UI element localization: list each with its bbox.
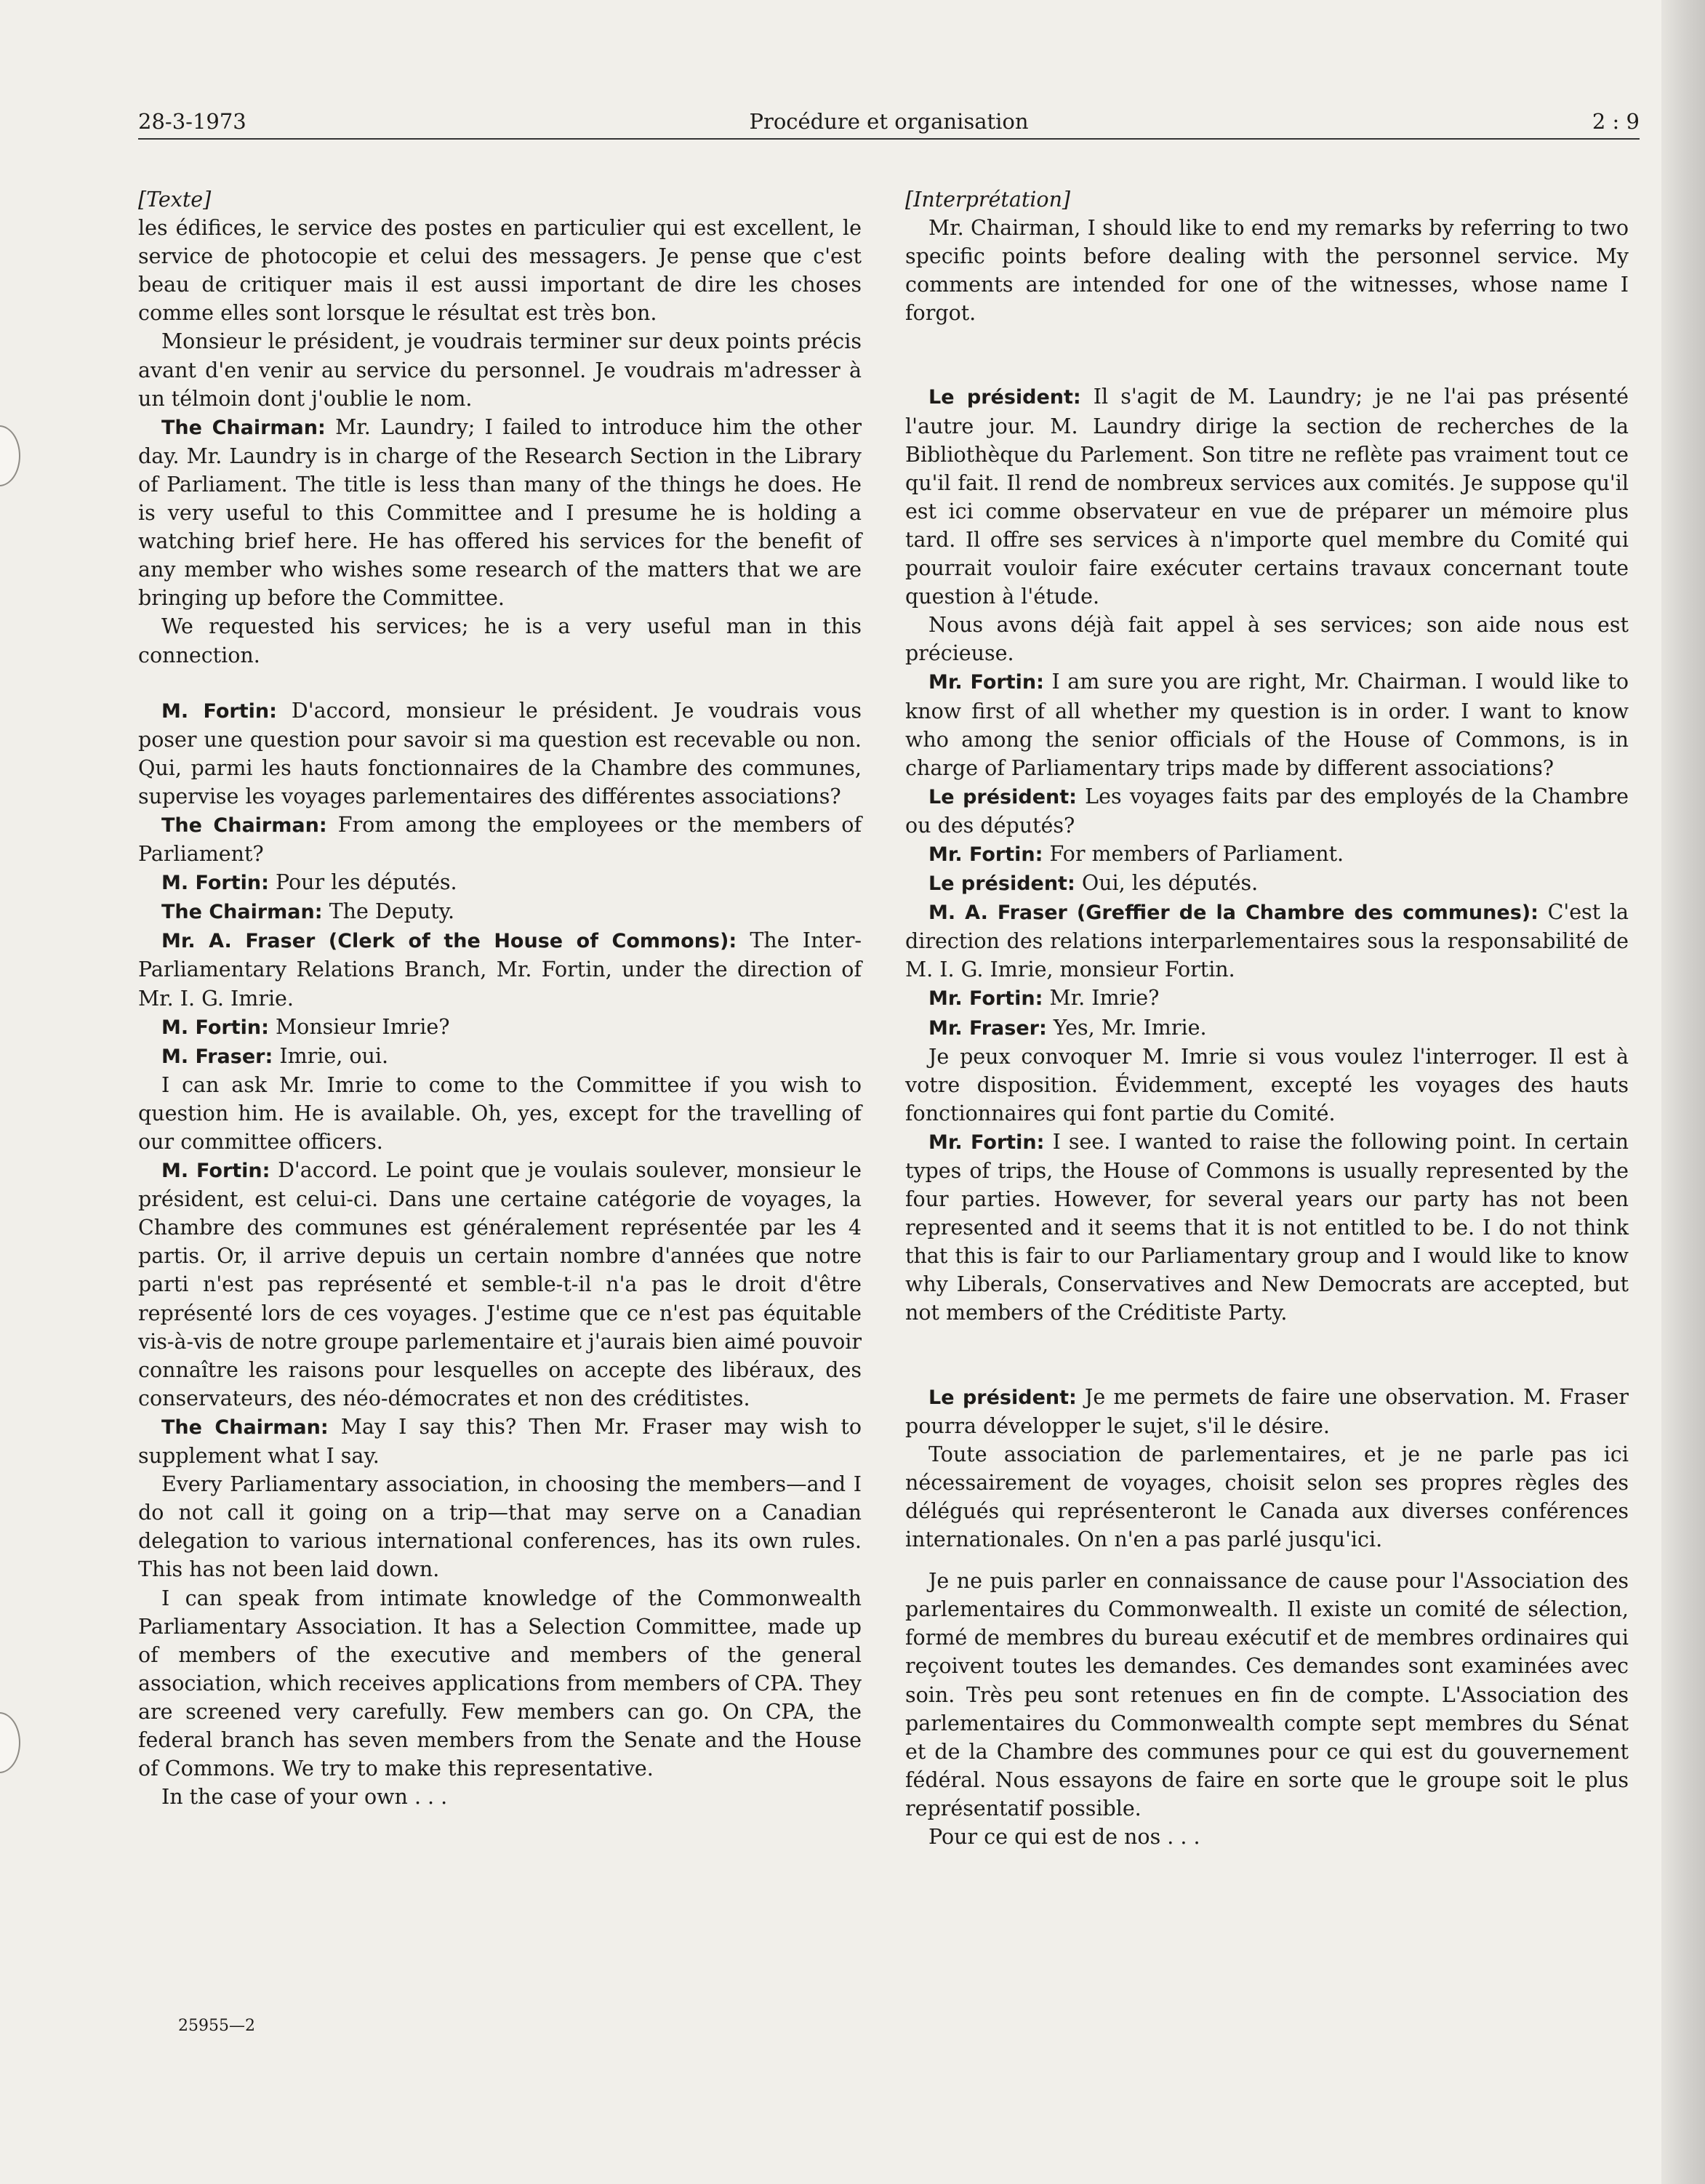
speaker-name: The Chairman:: [161, 416, 326, 439]
speaker-name: Mr. Fortin:: [928, 1131, 1045, 1154]
speech-text: Imrie, oui.: [273, 1043, 389, 1068]
speaker-name: Le président:: [928, 1386, 1077, 1409]
paragraph: In the case of your own . . .: [161, 1785, 448, 1810]
speech-text: Yes, Mr. Imrie.: [1046, 1015, 1207, 1040]
header-title: Procédure et organisation: [749, 109, 1029, 134]
page-edge: [1661, 0, 1705, 2184]
speaker-name: The Chairman:: [161, 1416, 329, 1439]
paragraph: les édifices, le service des postes en particulier qui est excellent, le service de photocopie et celui des messagers. Je pense que c'est beau de critiquer mais il est aussi important de dire les choses comme elles sont lorsque le résultat est très bon.: [138, 216, 862, 326]
speech-text: Oui, les députés.: [1075, 871, 1259, 896]
speaker-name: M. Fortin:: [161, 1016, 269, 1039]
speech-text: Pour les députés.: [268, 870, 457, 895]
paragraph: [905, 667, 1629, 782]
paragraph: [905, 782, 1629, 840]
paragraph: [138, 897, 862, 926]
speech-text: Les voyages faits par des employés de la Chambre ou des députés?: [905, 784, 1629, 838]
speech-text: For members of Parliament.: [1043, 841, 1344, 866]
paragraph: Nous avons déjà fait appel à ses services; son aide nous est précieuse.: [905, 613, 1629, 666]
speaker-name: The Chairman:: [161, 814, 327, 837]
speaker-name: Le président:: [928, 785, 1077, 808]
paragraph: [905, 1128, 1629, 1328]
paragraph: [138, 926, 862, 1012]
speech-text: D'accord. Le point que je voulais soulever, monsieur le président, est celui-ci. Dans une certaine catégorie de voyages, la Chambre des communes est généralement représentée par les 4 partis. Or, il arrive depuis un certain nombre d'années que notre parti n'est pas représenté et semble-t-il n'a pas le droit d'être représenté lors de ces voyages. J'estime que ce n'est pas équitable vis-à-vis de notre groupe parlementaire et j'aurais bien aimé pouvoir connaître les raisons pour lesquelles on accepte des libéraux, des conservateurs, des néo-démocrates et non des créditistes.: [138, 1158, 862, 1410]
speech-text: May I say this? Then Mr. Fraser may wish to supplement what I say.: [138, 1414, 862, 1469]
page-header: [138, 102, 1640, 140]
speech-text: Je me permets de faire une observation. M. Fraser pourra développer le sujet, s'il le désire.: [905, 1384, 1629, 1438]
speaker-name: Mr. Fortin:: [928, 843, 1043, 866]
paragraph: [905, 898, 1629, 984]
speaker-name: M. Fortin:: [161, 1160, 270, 1183]
paragraph: We requested his services; he is a very useful man in this connection.: [138, 614, 862, 667]
paragraph: [905, 1013, 1629, 1043]
punch-hole-top: [0, 425, 20, 486]
punch-hole-bottom: [0, 1712, 20, 1773]
paragraph: [905, 984, 1629, 1013]
paragraph: [138, 1013, 862, 1042]
header-date: 28-3-1973: [138, 109, 246, 134]
paragraph: [905, 1383, 1629, 1440]
speaker-name: M. Fortin:: [161, 872, 269, 895]
paragraph: [138, 1156, 862, 1413]
paragraph: Pour ce qui est de nos . . .: [928, 1824, 1200, 1849]
paragraph: [905, 382, 1629, 611]
speech-text: The Deputy.: [322, 899, 455, 924]
language-tag: [Texte]: [138, 188, 212, 212]
speaker-name: M. A. Fraser (Greffier de la Chambre des communes):: [928, 902, 1538, 925]
header-page-number: 2 : 9: [1592, 109, 1640, 134]
paragraph: [138, 1413, 862, 1470]
language-tag: [Interprétation]: [905, 188, 1071, 212]
print-code: 25955—2: [178, 2017, 255, 2035]
paragraph: [138, 811, 862, 868]
speaker-name: Mr. A. Fraser (Clerk of the House of Commons):: [161, 930, 737, 953]
speaker-name: M. Fortin:: [161, 699, 277, 723]
paragraph: Je peux convoquer M. Imrie si vous voulez l'interroger. Il est à votre disposition. Évidemment, excepté les voyages des hauts fonctionnaires qui font partie du Comité.: [905, 1044, 1629, 1125]
speaker-name: Le président:: [928, 386, 1081, 409]
speaker-name: The Chairman:: [161, 901, 323, 924]
speaker-name: Le président:: [928, 872, 1075, 896]
paragraph: I can ask Mr. Imrie to come to the Committee if you wish to question him. He is available. Oh, yes, except for the travelling of our committee officers.: [138, 1072, 862, 1154]
paragraph: Toute association de parlementaires, et je ne parle pas ici nécessairement de voyages, choisit selon ses propres règles des délégués qui représenteront le Canada aux diverses conférences internationales. On n'en a pas parlé jusqu'ici.: [905, 1442, 1629, 1552]
paragraph: I can speak from intimate knowledge of the Commonwealth Parliamentary Association. It has a Selection Committee, made up of members of the executive and members of the general association, which receives applications from members of CPA. They are screened very carefully. Few members can go. On CPA, the federal branch has seven members from the Senate and the House of Commons. We try to make this representative.: [138, 1586, 862, 1781]
speaker-name: M. Fraser:: [161, 1045, 273, 1068]
paragraph: Je ne puis parler en connaissance de cause pour l'Association des parlementaires du Commonwealth. Il existe un comité de sélection, formé de membres du bureau exécutif et de membres ordinaires qui reçoivent toutes les demandes. Ces demandes sont examinées avec soin. Très peu sont retenues en fin de compte. L'Association des parlementaires du Commonwealth compte sept membres du Sénat et de la Chambre des communes pour ce qui est du gouvernement fédéral. Nous essayons de faire en sorte que le groupe soit le plus représentatif possible.: [905, 1569, 1629, 1820]
speech-text: Mr. Imrie?: [1043, 986, 1160, 1011]
speaker-name: Mr. Fraser:: [928, 1016, 1047, 1040]
speech-text: The Inter-Parliamentary Relations Branch, Mr. Fortin, under the direction of Mr. I. G. Imrie.: [138, 928, 862, 1011]
paragraph: Mr. Chairman, I should like to end my remarks by referring to two specific points before dealing with the personnel service. My comments are intended for one of the witnesses, whose name I forgot.: [905, 216, 1629, 326]
speech-text: I am sure you are right, Mr. Chairman. I would like to know first of all whether my question is in order. I want to know who among the senior officials of the House of Commons, is in charge of Parliamentary trips made by different associations?: [905, 670, 1629, 780]
right-column: [905, 185, 1629, 1851]
speaker-name: Mr. Fortin:: [928, 987, 1043, 1011]
speech-text: D'accord, monsieur le président. Je voudrais vous poser une question pour savoir si ma question est recevable ou non. Qui, parmi les hauts fonctionnaires de la Chambre des communes, supervise les voyages parlementaires des différentes associations?: [138, 698, 862, 808]
left-column: [138, 185, 862, 1811]
speech-text: Il s'agit de M. Laundry; je ne l'ai pas présenté l'autre jour. M. Laundry dirige la section de recherches de la Bibliothèque du Parlement. Son titre ne reflète pas vraiment tout ce qu'il fait. Il rend de nombreux services aux comités. Je suppose qu'il est ici comme observateur en vue de préparer un mémoire plus tard. Il offre ses services à n'importe quel membre du Comité qui pourrait vouloir faire exécuter certains travaux concernant toute question à l'étude.: [905, 385, 1629, 609]
paragraph: [905, 869, 1629, 898]
paragraph: [138, 868, 862, 897]
speech-text: I see. I wanted to raise the following point. In certain types of trips, the House of Commons is usually represented by the four parties. However, for several years our party has not been represented and it seems that it is not entitled to be. I do not think that this is fair to our Parliamentary group and I would like to know why Liberals, Conservatives and New Democrats are accepted, but not members of the Créditiste Party.: [905, 1129, 1629, 1325]
speaker-name: Mr. Fortin:: [928, 671, 1044, 694]
speech-text: Monsieur Imrie?: [268, 1014, 450, 1039]
paragraph: [905, 840, 1629, 869]
speech-text: C'est la direction des relations interparlementaires sous la responsabilité de M. I. G. Imrie, monsieur Fortin.: [905, 900, 1629, 982]
speech-text: Mr. Laundry; I failed to introduce him the other day. Mr. Laundry is in charge of the Research Section in the Library of Parliament. The title is less than many of the things he does. He is very useful to this Committee and I presume he is holding a watching brief here. He has offered his services for the benefit of any member who wishes some research of the matters that we are bringing up before the Committee.: [138, 414, 862, 611]
paragraph: Every Parliamentary association, in choosing the members—and I do not call it going on a trip—that may serve on a Canadian delegation to various international conferences, has its own rules. This has not been laid down.: [138, 1472, 862, 1582]
paragraph: Monsieur le président, je voudrais terminer sur deux points précis avant d'en venir au service du personnel. Je voudrais m'adresser à un télmoin dont j'oublie le nom.: [138, 329, 862, 411]
paragraph: [138, 1042, 862, 1071]
paragraph: [138, 696, 862, 811]
paragraph: [138, 413, 862, 613]
speech-text: From among the employees or the members of Parliament?: [138, 812, 862, 867]
